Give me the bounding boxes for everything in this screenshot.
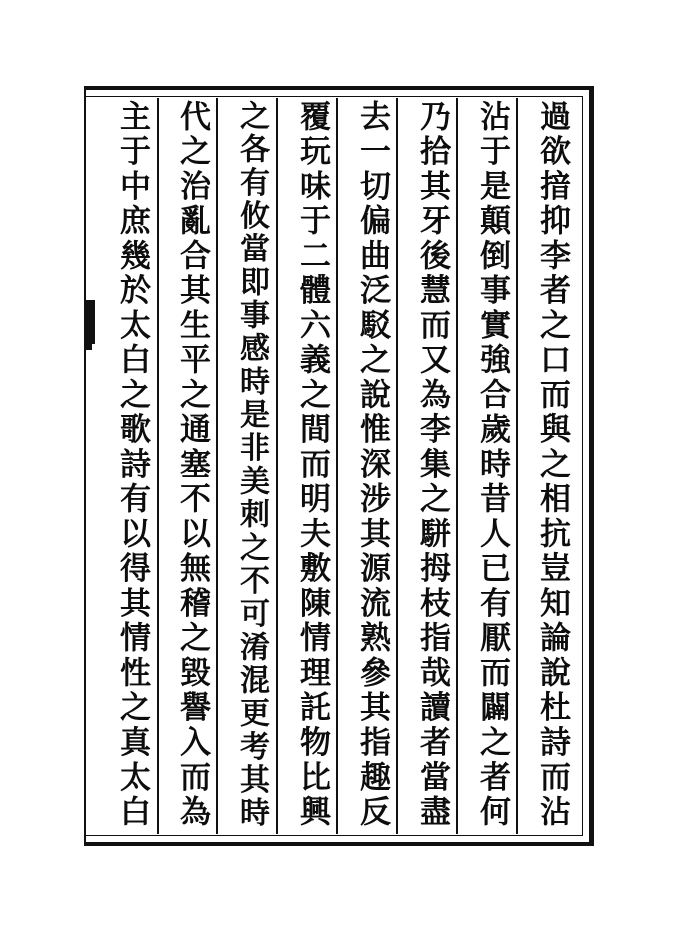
text-column-5: 覆玩味于二體六義之間而明夫敷陳情理託物比興 — [294, 100, 330, 830]
fold-strip — [84, 86, 96, 846]
text-column-4: 去一切偏曲泛駁之說惟深涉其源流熟參其指趣反 — [354, 100, 390, 830]
text-column-7: 代之治亂合其生平之通塞不以無稽之毀譽入而為 — [174, 100, 210, 830]
text-column-3: 乃拾其牙後慧而又為李集之駢拇枝指哉讀者當盡 — [414, 100, 450, 830]
text-column-2: 沾于是顛倒事實強合歲時昔人已有厭而闢之者何 — [474, 100, 510, 830]
fold-fishtail-mark — [86, 300, 95, 344]
text-column-8: 主于中庶幾於太白之歌詩有以得其情性之真太白 — [114, 100, 150, 830]
fold-fishtail-mark-lower — [86, 344, 92, 350]
text-column-6: 之各有攸當即事感時是非美刺之不可淆混更考其時 — [234, 100, 269, 830]
text-column-1: 過欲揞抑李者之口而與之相抗豈知論說杜詩而沾 — [534, 100, 570, 830]
